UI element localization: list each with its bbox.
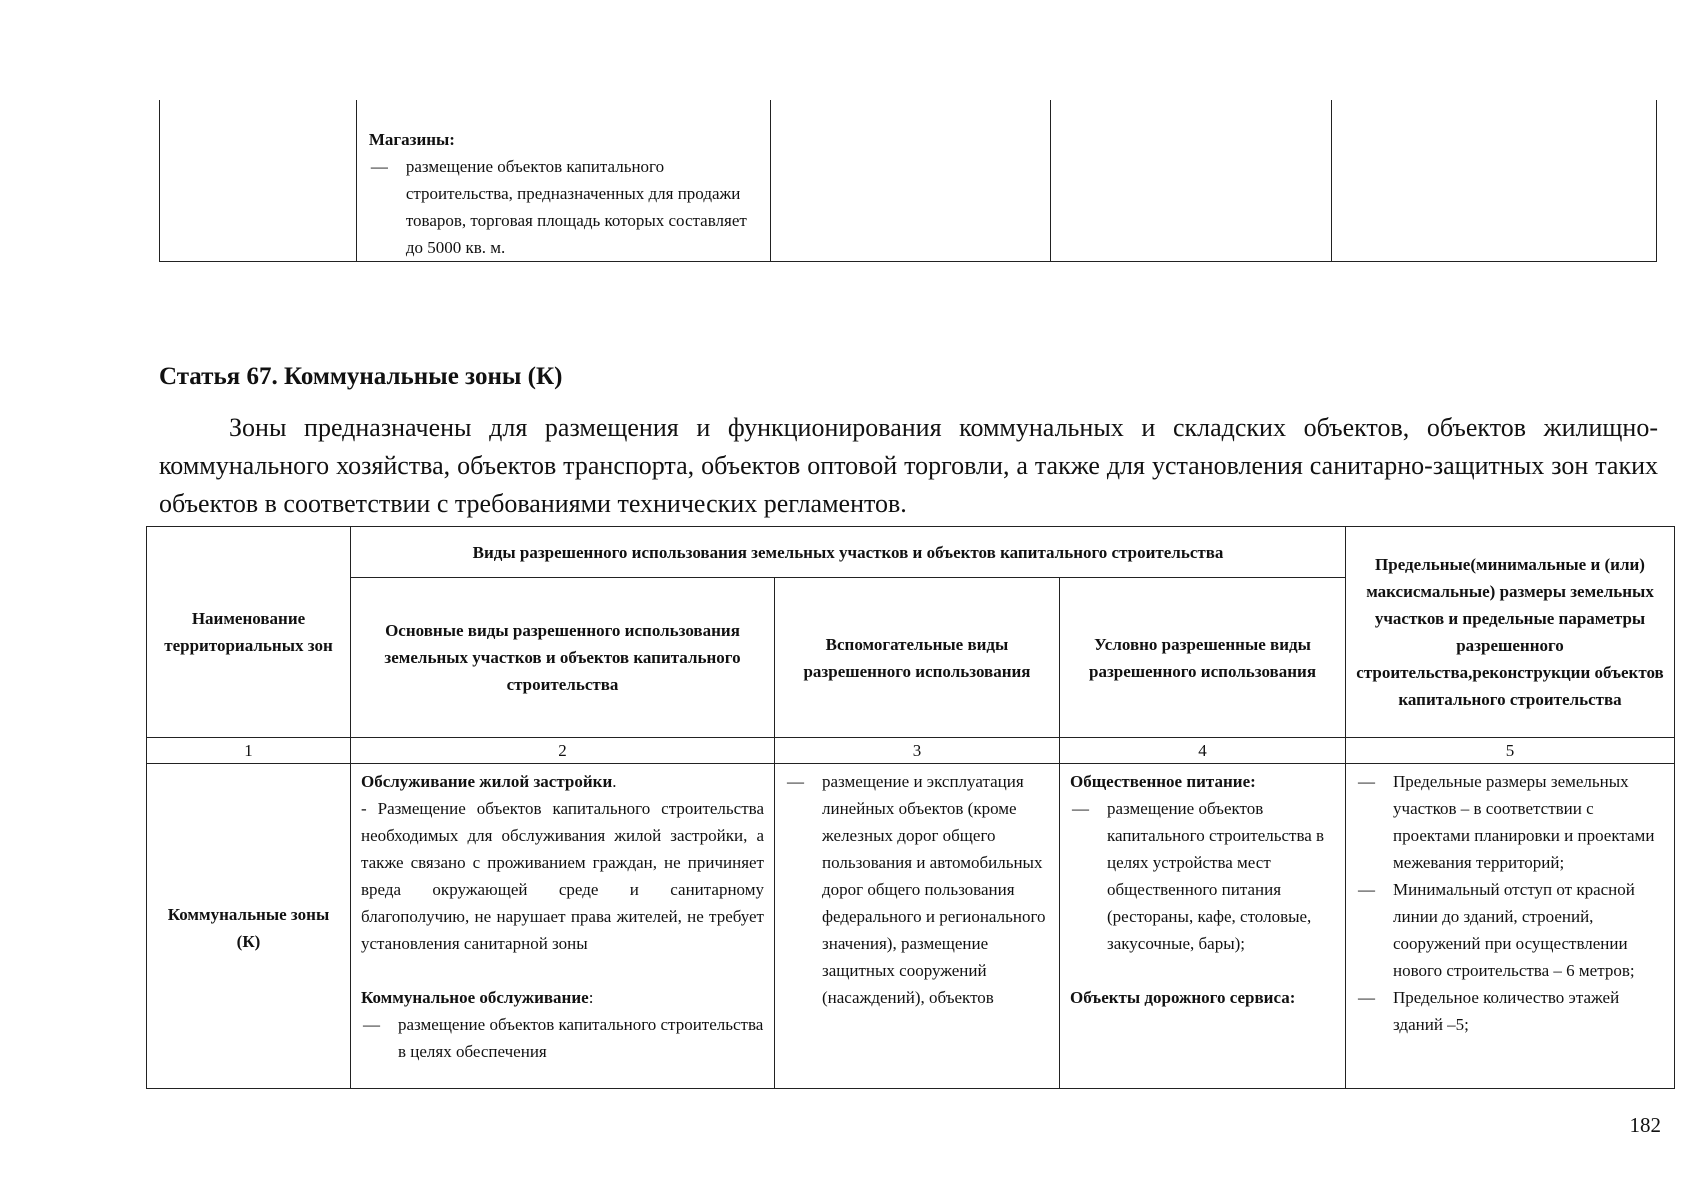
column-number: 5 — [1346, 738, 1675, 764]
cond-uses-cell — [1060, 764, 1346, 1089]
header-row — [147, 527, 1675, 578]
aux-uses-list — [785, 768, 1049, 1011]
catering-item: размещение объектов капитального строительства в целях устройства мест общественного питания (рестораны, кафе, столовые, закусочные, бары); — [1107, 799, 1325, 953]
aux-use-item: размещение и эксплуатация линейных объектов (кроме железных дорог общего пользования и автомобильных дорог общего пользования федерального и регионального значения), размещение защитных сооружений (насаждений), объектов — [822, 772, 1046, 1007]
header-main-uses: Основные виды разрешенного использования земельных участков и объектов капитального строительства — [351, 578, 775, 738]
list-item — [1070, 795, 1335, 957]
zone-name-cell: Коммунальные зоны (К) — [147, 764, 351, 1089]
column-number: 1 — [147, 738, 351, 764]
shops-list — [369, 153, 760, 261]
road-service-heading: Объекты дорожного сервиса: — [1070, 988, 1296, 1007]
dash-mark: — — [363, 1015, 380, 1034]
column-number: 4 — [1060, 738, 1346, 764]
list-item — [785, 768, 1049, 1011]
table-cell — [1332, 100, 1657, 262]
table-cell — [1051, 100, 1332, 262]
communal-service-heading: Коммунальное обслуживание — [361, 988, 589, 1007]
limit-item: Предельное количество этажей зданий –5; — [1393, 988, 1620, 1034]
column-number: 2 — [351, 738, 775, 764]
catering-heading: Общественное питание: — [1070, 772, 1256, 791]
service-residential-text: - Размещение объектов капитального строительства необходимых для обслуживания жилой застройки, а также связано с проживанием граждан, не причиняет вреда окружающей среде и санитарному благополучию, не нарушает права жителей, не требует установления санитарной зоны — [361, 799, 764, 953]
main-uses-cell: Обслуживание жилой застройки. - Размещение объектов капитального строительства необходимых для обслуживания жилой застройки, а также связано с проживанием граждан, не причиняет вреда окружающей среде и санитарному благополучию, не нарушает права жителей, не требует установления санитарной зоны Коммунальное обслуживание: — размещение объектов капитального строительства в целях обеспечения — [351, 764, 775, 1089]
dash-mark: — — [1358, 988, 1376, 1007]
table-cell — [356, 100, 770, 262]
shops-item-text: размещение объектов капитального строительства, предназначенных для продажи товаров, торговая площадь которых составляет до 5000 кв. м. — [405, 157, 747, 257]
dash-mark: — — [1358, 880, 1376, 899]
list-item — [1356, 984, 1664, 1038]
continued-table — [159, 100, 1657, 262]
dash-mark: — — [370, 157, 388, 176]
list-item — [369, 153, 760, 261]
limits-list — [1356, 768, 1664, 1038]
header-use-group: Виды разрешенного использования земельных участков и объектов капитального строительства — [351, 527, 1346, 578]
header-cond-uses: Условно разрешенные виды разрешенного использования — [1060, 578, 1346, 738]
limit-item: Предельные размеры земельных участков – в соответствии с проектами планировки и проектами межевания территорий; — [1393, 772, 1655, 872]
communal-service-list — [361, 1011, 764, 1065]
article-intro: Зоны предназначены для размещения и функционирования коммунальных и складских объектов, объектов жилищно-коммунального хозяйства, объектов транспорта, объектов оптовой торговли, а также для установления санитарно-защитных зон таких объектов в соответствии с требованиями технических регламентов. — [159, 413, 1658, 518]
dash-mark: — — [1358, 772, 1376, 791]
header-aux-uses: Вспомогательные виды разрешенного использования — [775, 578, 1060, 738]
aux-uses-cell — [775, 764, 1060, 1089]
page-number: 182 — [1629, 1113, 1661, 1137]
catering-list — [1070, 795, 1335, 957]
communal-service-item: размещение объектов капитального строительства в целях обеспечения — [398, 1015, 764, 1061]
table-row — [160, 100, 1657, 262]
table-cell — [160, 100, 357, 262]
zoning-table — [146, 526, 1675, 1089]
header-zone-name: Наименование территориальных зон — [147, 527, 351, 738]
limits-cell — [1346, 764, 1675, 1089]
list-item — [1356, 876, 1664, 984]
table-row — [147, 764, 1675, 1089]
service-residential-heading: Обслуживание жилой застройки — [361, 772, 613, 791]
limit-item: Минимальный отступ от красной линии до зданий, строений, сооружений при осуществлении нового строительства – 6 метров; — [1393, 880, 1635, 980]
shops-heading: Магазины: — [368, 130, 455, 149]
dash-mark: — — [787, 772, 804, 791]
list-item — [361, 1011, 764, 1065]
header-limits: Предельные(минимальные и (или) максисмальные) размеры земельных участков и предельные параметры разрешенного строительства,реконструкции объектов капитального строительства — [1346, 527, 1675, 738]
article-heading: Статья 67. Коммунальные зоны (К) — [159, 363, 563, 390]
column-number: 3 — [775, 738, 1060, 764]
table-cell — [770, 100, 1051, 262]
dash-mark: — — [1072, 799, 1089, 818]
column-number-row — [147, 738, 1675, 764]
list-item — [1356, 768, 1664, 876]
